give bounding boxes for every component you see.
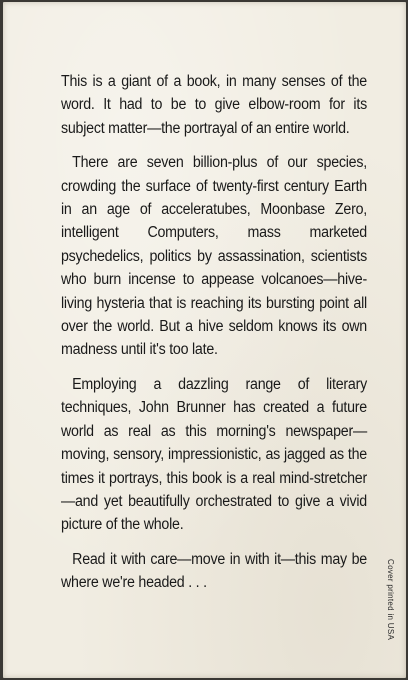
blurb-paragraph-4: Read it with care—move in with it—this may be where we're headed . . .	[61, 550, 367, 592]
blurb-paragraph-3: Employing a dazzling range of literary techniques, John Brunner has created a future world as real as this morning's newspaper—moving, sensory, impressionistic, as jagged as the times it portrays, this book is a real mind-stretcher—and yet beautifully orchestrated to give a vivid picture of the whole.	[61, 375, 367, 534]
book-back-cover	[3, 2, 406, 678]
blurb-paragraph-2: There are seven billion-plus of our species, crowding the surface of twenty-first century Earth in an age of acceleratubes, Moonbase Zero, intelligent Computers, mass marketed psychedelics, politics by assassination, scientists who burn incense to appease volcanoes—hive-living hysteria that is reaching its bursting point all over the world. But a hive seldom knows its own madness until it's too late.	[61, 154, 367, 359]
blurb-text	[61, 70, 367, 606]
print-credit: Cover printed in USA	[386, 559, 395, 641]
blurb-paragraph-1: This is a giant of a book, in many senses of the word. It had to be to give elbow-room for its subject matter—the portrayal of an entire world.	[61, 73, 367, 137]
